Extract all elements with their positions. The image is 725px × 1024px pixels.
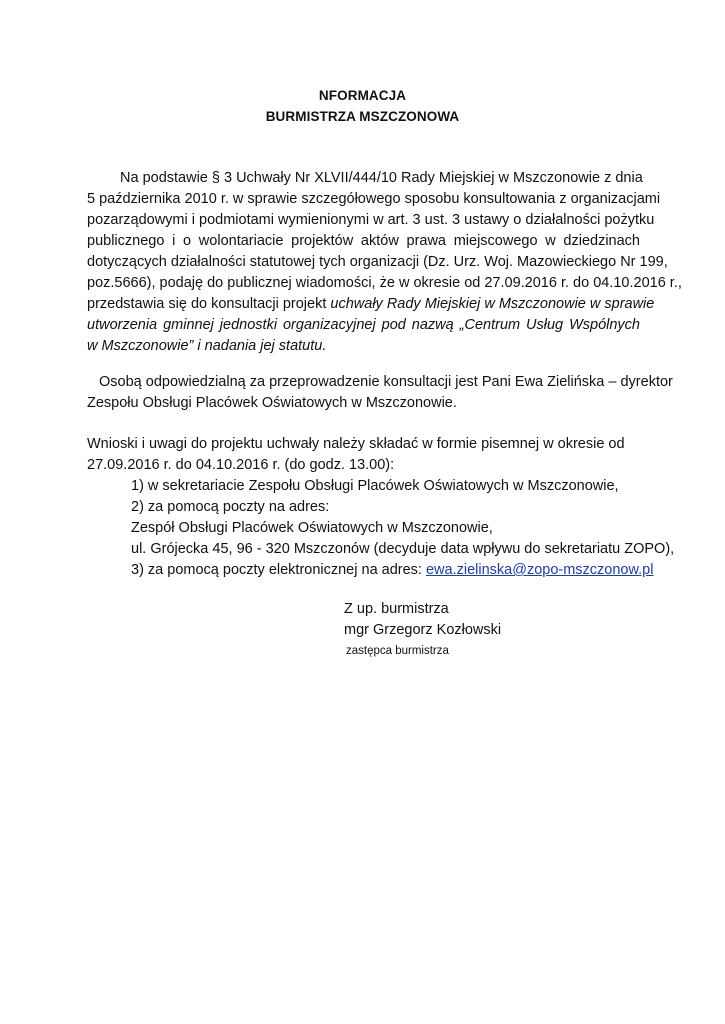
paragraph-line: dotyczących działalności statutowej tych organizacji (Dz. Urz. Woj. Mazowieckiego Nr 199, [87, 254, 668, 270]
resolution-title-italic: w Mszczonowie” i nadania jej statutu. [87, 338, 327, 354]
paragraph-responsible-person [87, 372, 673, 414]
paragraph-line: Osobą odpowiedzialną za przeprowadzenie konsultacji jest Pani Ewa Zielińska – dyrektor [99, 374, 673, 390]
paragraph-submissions [87, 434, 640, 476]
resolution-title-italic: utworzenia gminnej jednostki organizacyjnej pod nazwą „Centrum Usług Wspólnych [87, 317, 640, 333]
submission-methods-list [131, 476, 675, 581]
paragraph-line: publicznego i o wolontariacie projektów aktów prawa miejscowego w dziedzinach [87, 233, 640, 249]
paragraph-line: poz.5666), podaję do publicznej wiadomości, że w okresie od 27.09.2016 r. do 04.10.2016 r., [87, 275, 682, 291]
list-item: 3) za pomocą poczty elektronicznej na adres: ewa.zielinska@zopo-mszczonow.pl [131, 562, 654, 578]
paragraph-legal-basis [87, 168, 682, 357]
paragraph-line: 27.09.2016 r. do 04.10.2016 r. (do godz. 13.00): [87, 457, 395, 473]
list-item: 1) w sekretariacie Zespołu Obsługi Placówek Oświatowych w Mszczonowie, [131, 478, 619, 494]
signatory-name: mgr Grzegorz Kozłowski [344, 622, 502, 638]
paragraph-line: Zespołu Obsługi Placówek Oświatowych w Mszczonowie. [87, 395, 457, 411]
paragraph-line: pozarządowymi i podmiotami wymienionymi w art. 3 ust. 3 ustawy o działalności pożytku [87, 212, 655, 228]
paragraph-line: 5 października 2010 r. w sprawie szczegółowego sposobu konsultowania z organizacjami [87, 191, 661, 207]
document-title: NFORMACJA [318, 88, 407, 103]
paragraph-line: przedstawia się do konsultacji projekt uchwały Rady Miejskiej w Mszczonowie w sprawie [87, 296, 655, 312]
signature-block [344, 599, 501, 661]
signatory-position: zastępca burmistrza [346, 645, 449, 657]
list-item: 2) za pomocą poczty na adres: [131, 499, 330, 515]
postal-address-line: ul. Grójecka 45, 96 - 320 Mszczonów (decyduje data wpływu do sekretariatu ZOPO), [131, 541, 675, 557]
email-link[interactable]: ewa.zielinska@zopo-mszczonow.pl [425, 562, 654, 578]
resolution-title-italic: uchwały Rady Miejskiej w Mszczonowie w sprawie [330, 296, 655, 312]
paragraph-line: Wnioski i uwagi do projektu uchwały należy składać w formie pisemnej w okresie od [87, 436, 625, 452]
document-subtitle: BURMISTRZA MSZCZONOWA [265, 109, 460, 124]
paragraph-line: Na podstawie § 3 Uchwały Nr XLVII/444/10 Rady Miejskiej w Mszczonowie z dnia [120, 170, 643, 186]
postal-address-line: Zespół Obsługi Placówek Oświatowych w Mszczonowie, [131, 520, 493, 536]
signature-authority: Z up. burmistrza [344, 601, 449, 617]
